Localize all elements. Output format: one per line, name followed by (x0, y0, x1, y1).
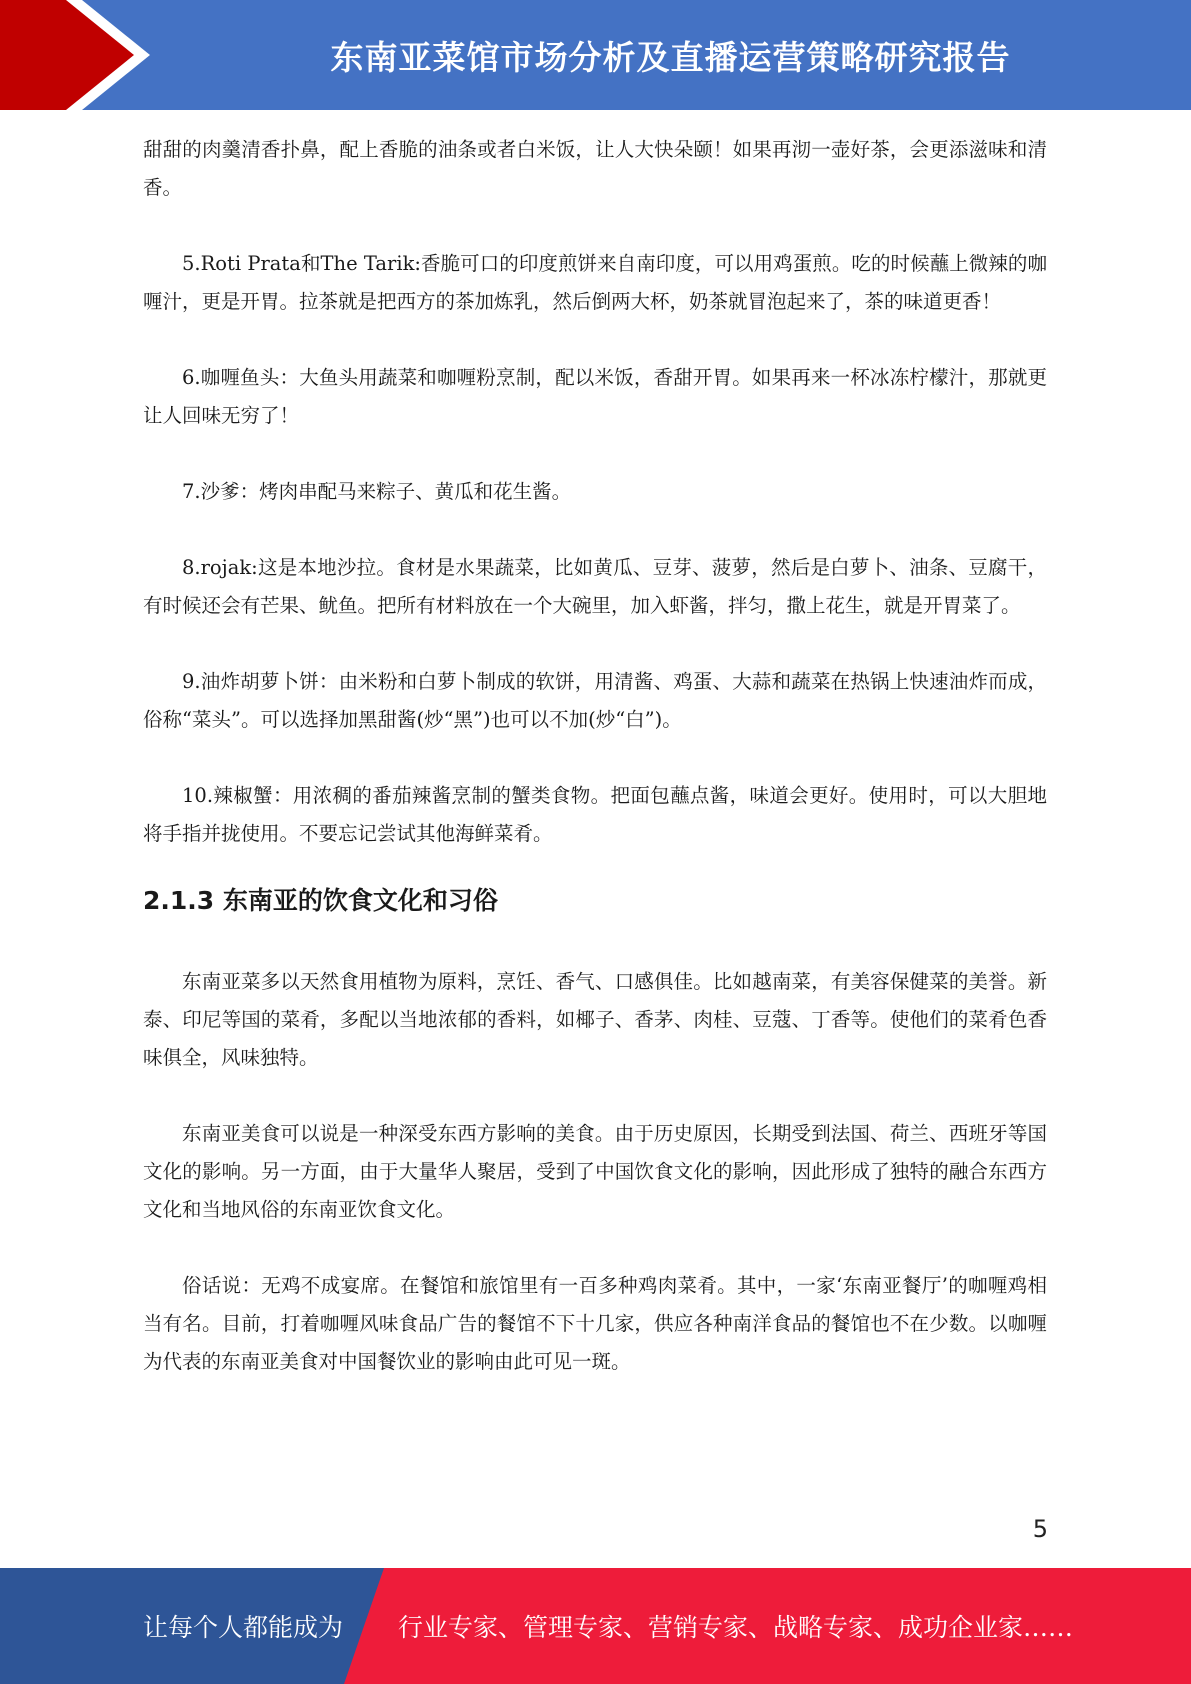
section-heading: 2.1.3 东南亚的饮食文化和习俗 (143, 886, 498, 915)
paragraph-item-10: 10.辣椒蟹：用浓稠的番茄辣酱烹制的蟹类食物。把面包蘸点酱，味道会更好。使用时，可以大胆地将手指并拢使用。不要忘记尝试其他海鲜菜肴。 (143, 784, 1047, 845)
footer-slogan-right: 行业专家、管理专家、营销专家、战略专家、成功企业家…… (398, 1613, 1074, 1642)
paragraph-item-5: 5.Roti Prata和The Tarik:香脆可口的印度煎饼来自南印度，可以用鸡蛋煎。吃的时候蘸上微辣的咖喱汁，更是开胃。拉茶就是把西方的茶加炼乳，然后倒两大杯，奶茶就冒泡起来了，茶的味道更香！ (143, 252, 1047, 313)
header-chevron-decoration (0, 0, 160, 110)
paragraph-item-6: 6.咖喱鱼头：大鱼头用蔬菜和咖喱粉烹制，配以米饭，香甜开胃。如果再来一杯冰冻柠檬汁，那就更让人回味无穷了！ (143, 366, 1047, 427)
paragraph-item-7: 7.沙爹：烤肉串配马来粽子、黄瓜和花生酱。 (182, 480, 572, 503)
paragraph-item-9: 9.油炸胡萝卜饼：由米粉和白萝卜制成的软饼，用清酱、鸡蛋、大蒜和蔬菜在热锅上快速油炸而成，俗称“菜头”。可以选择加黑甜酱(炒“黑”)也可以不加(炒“白”)。 (143, 670, 1047, 731)
paragraph-culture-1: 东南亚菜多以天然食用植物为原料，烹饪、香气、口感俱佳。比如越南菜，有美容保健菜的美誉。新泰、印尼等国的菜肴，多配以当地浓郁的香料，如椰子、香茅、肉桂、豆蔻、丁香等。使他们的菜肴色香味俱全，风味独特。 (143, 970, 1047, 1069)
paragraph-culture-3: 俗话说：无鸡不成宴席。在餐馆和旅馆里有一百多种鸡肉菜肴。其中，一家‘东南亚餐厅’的咖喱鸡相当有名。目前，打着咖喱风味食品广告的餐馆不下十几家，供应各种南洋食品的餐馆也不在少数。以咖喱为代表的东南亚美食对中国餐饮业的影响由此可见一斑。 (143, 1274, 1047, 1373)
paragraph-intro: 甜甜的肉羹清香扑鼻，配上香脆的油条或者白米饭，让人大快朵颐！如果再沏一壶好茶，会更添滋味和清香。 (143, 138, 1047, 199)
footer-band (0, 1568, 1191, 1684)
report-title: 东南亚菜馆市场分析及直播运营策略研究报告 (330, 37, 1011, 77)
header-band (0, 0, 1191, 110)
page-number: 5 (1032, 1515, 1048, 1543)
document-body (143, 131, 1047, 1381)
paragraph-item-8: 8.rojak:这是本地沙拉。食材是水果蔬菜，比如黄瓜、豆芽、菠萝，然后是白萝卜、油条、豆腐干，有时候还会有芒果、鱿鱼。把所有材料放在一个大碗里，加入虾酱，拌匀，撒上花生，就是开胃菜了。 (143, 556, 1047, 617)
footer-slogan-left: 让每个人都能成为 (143, 1613, 344, 1642)
paragraph-culture-2: 东南亚美食可以说是一种深受东西方影响的美食。由于历史原因，长期受到法国、荷兰、西班牙等国文化的影响。另一方面，由于大量华人聚居，受到了中国饮食文化的影响，因此形成了独特的融合东西方文化和当地风俗的东南亚饮食文化。 (143, 1122, 1047, 1221)
